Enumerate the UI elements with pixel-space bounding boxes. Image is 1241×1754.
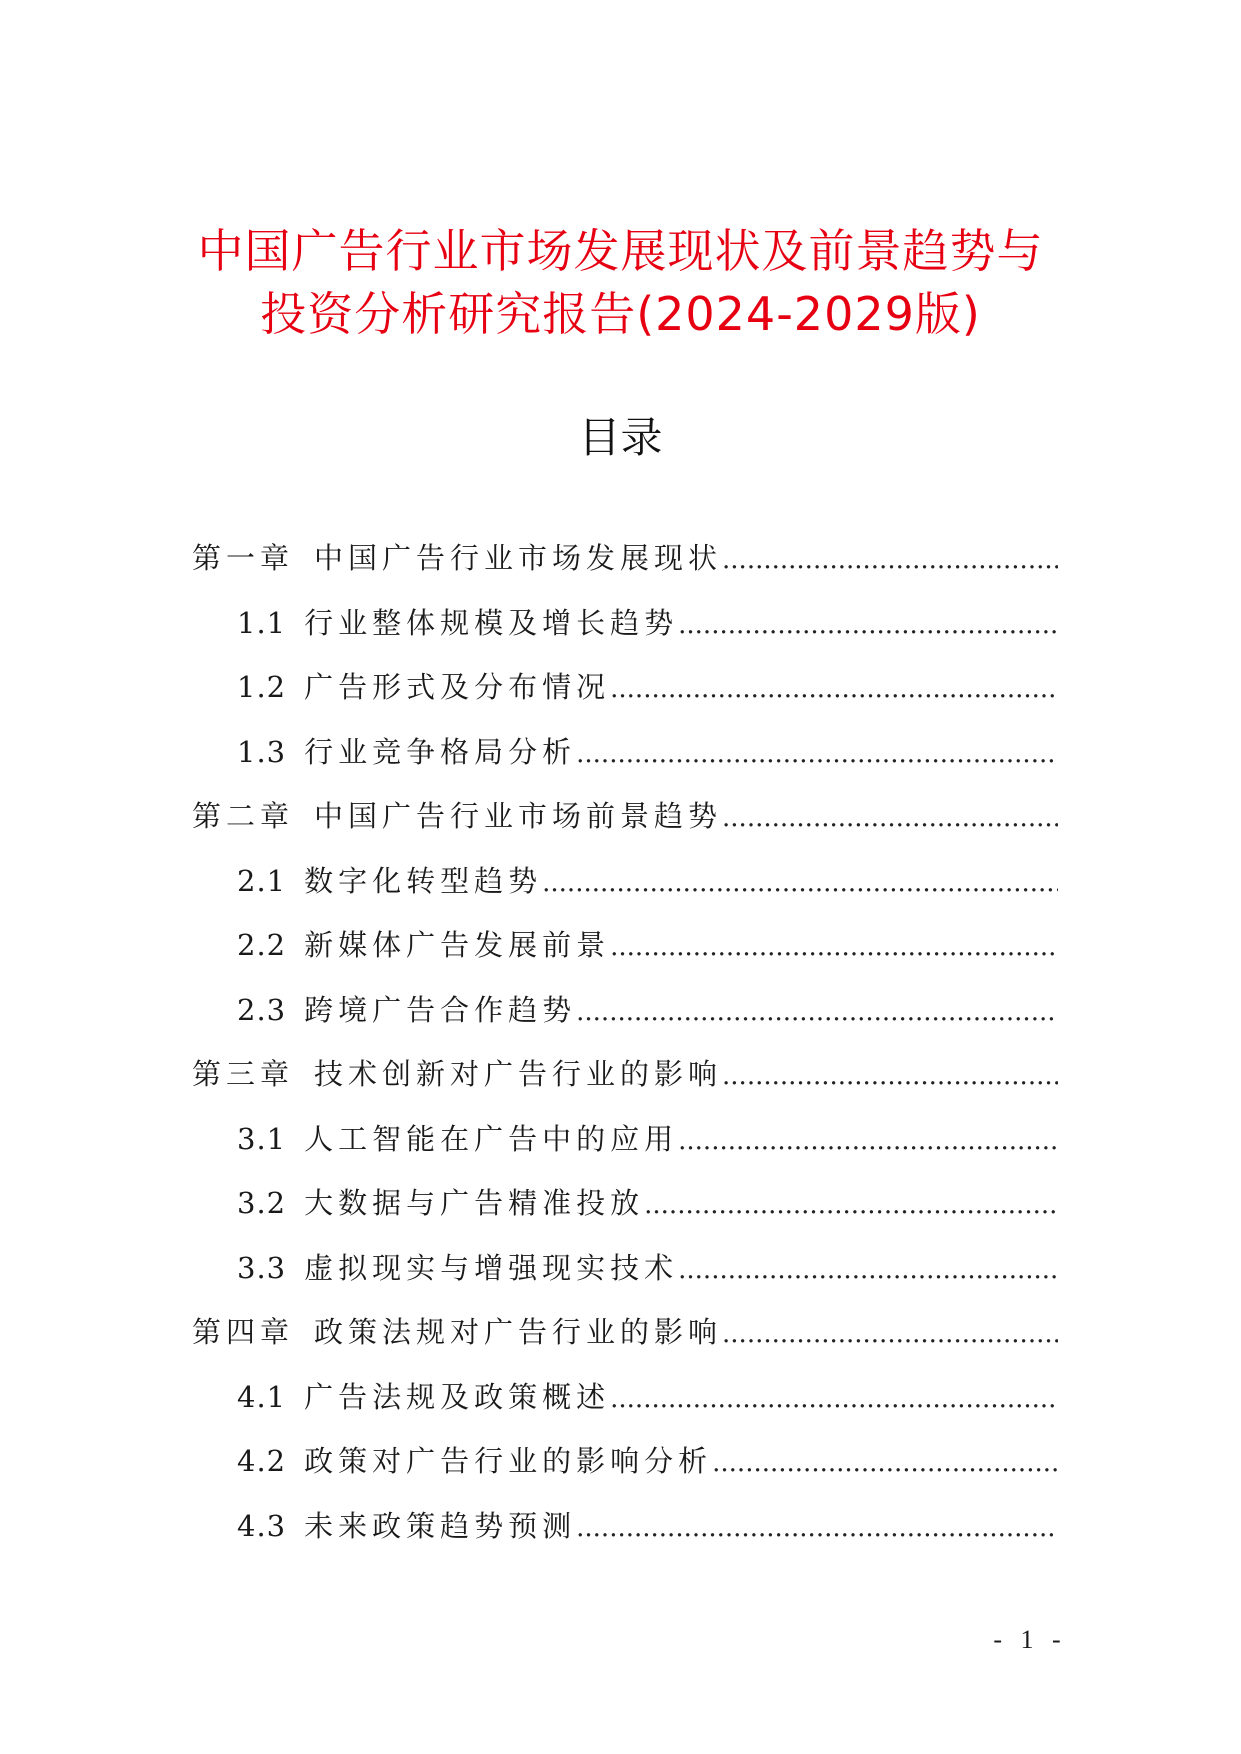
toc-section-1-2[interactable]	[192, 667, 1058, 732]
toc-entry-number: 1.2	[237, 670, 287, 704]
toc-entry-number: 4.1	[237, 1379, 287, 1414]
toc-chapter-2[interactable]	[192, 796, 1058, 861]
dot-leader	[712, 1443, 1058, 1483]
toc-section-2-2[interactable]	[192, 925, 1058, 990]
toc-entry-title: 行业整体规模及增长趋势	[304, 605, 679, 640]
dot-leader	[576, 992, 1058, 1032]
dot-leader	[678, 1121, 1058, 1161]
dot-leader	[576, 734, 1058, 774]
toc-entry-number: 1.3	[237, 734, 287, 769]
toc-entry-title: 行业竞争格局分析	[304, 734, 577, 769]
toc-section-1-1[interactable]	[192, 603, 1058, 668]
page-number: - 1 -	[993, 1625, 1067, 1654]
toc-section-3-2[interactable]	[192, 1183, 1058, 1248]
toc-entry-title: 政策法规对广告行业的影响	[314, 1315, 723, 1349]
dot-leader	[610, 669, 1058, 709]
toc-entry-number: 3.1	[237, 1121, 287, 1156]
dot-leader	[644, 1185, 1058, 1225]
dot-leader	[722, 540, 1058, 580]
dot-leader	[610, 927, 1058, 967]
toc-section-3-3[interactable]	[192, 1248, 1058, 1313]
toc-entry-number: 第三章	[192, 1057, 295, 1091]
dot-leader	[542, 863, 1058, 903]
report-title-line-1: 中国广告行业市场发展现状及前景趋势与	[197, 224, 1044, 278]
toc-entry-title: 广告形式及分布情况	[304, 670, 611, 704]
toc-entry-title: 跨境广告合作趋势	[304, 992, 577, 1027]
toc-heading: 目录	[578, 413, 663, 462]
dot-leader	[576, 1508, 1058, 1548]
toc-entry-number: 2.2	[237, 928, 287, 962]
table-of-contents	[192, 538, 1058, 1570]
toc-entry-title: 人工智能在广告中的应用	[304, 1121, 679, 1156]
toc-entry-number: 2.3	[237, 992, 287, 1027]
dot-leader	[722, 1314, 1058, 1354]
toc-section-1-3[interactable]	[192, 732, 1058, 797]
toc-section-4-3[interactable]	[192, 1506, 1058, 1571]
toc-entry-number: 2.1	[237, 863, 287, 898]
toc-entry-number: 1.1	[237, 605, 287, 640]
toc-section-2-3[interactable]	[192, 990, 1058, 1055]
toc-entry-title: 数字化转型趋势	[304, 863, 543, 898]
toc-entry-number: 3.3	[237, 1250, 287, 1285]
toc-chapter-1[interactable]	[192, 538, 1058, 603]
toc-entry-title: 广告法规及政策概述	[304, 1379, 611, 1414]
toc-entry-number: 第二章	[192, 799, 295, 833]
toc-section-2-1[interactable]	[192, 861, 1058, 926]
toc-entry-number: 第四章	[192, 1315, 295, 1349]
toc-entry-title: 中国广告行业市场前景趋势	[314, 799, 723, 833]
dot-leader	[678, 605, 1058, 645]
toc-entry-title: 政策对广告行业的影响分析	[304, 1444, 713, 1478]
toc-entry-number: 第一章	[192, 541, 295, 575]
toc-entry-title: 中国广告行业市场发展现状	[314, 541, 723, 575]
toc-entry-title: 技术创新对广告行业的影响	[314, 1057, 723, 1091]
toc-chapter-4[interactable]	[192, 1312, 1058, 1377]
toc-entry-number: 4.3	[237, 1508, 287, 1543]
toc-entry-title: 未来政策趋势预测	[304, 1508, 577, 1543]
toc-entry-title: 新媒体广告发展前景	[304, 928, 611, 962]
toc-section-4-2[interactable]	[192, 1441, 1058, 1506]
toc-entry-number: 3.2	[237, 1186, 287, 1220]
dot-leader	[610, 1379, 1058, 1419]
toc-section-3-1[interactable]	[192, 1119, 1058, 1184]
dot-leader	[678, 1250, 1058, 1290]
toc-entry-number: 4.2	[237, 1444, 287, 1478]
dot-leader	[722, 798, 1058, 838]
toc-entry-title: 大数据与广告精准投放	[304, 1186, 645, 1220]
report-title-line-2: 投资分析研究报告(2024-2029版)	[260, 287, 981, 341]
dot-leader	[722, 1056, 1058, 1096]
toc-chapter-3[interactable]	[192, 1054, 1058, 1119]
toc-entry-title: 虚拟现实与增强现实技术	[304, 1250, 679, 1285]
toc-section-4-1[interactable]	[192, 1377, 1058, 1442]
